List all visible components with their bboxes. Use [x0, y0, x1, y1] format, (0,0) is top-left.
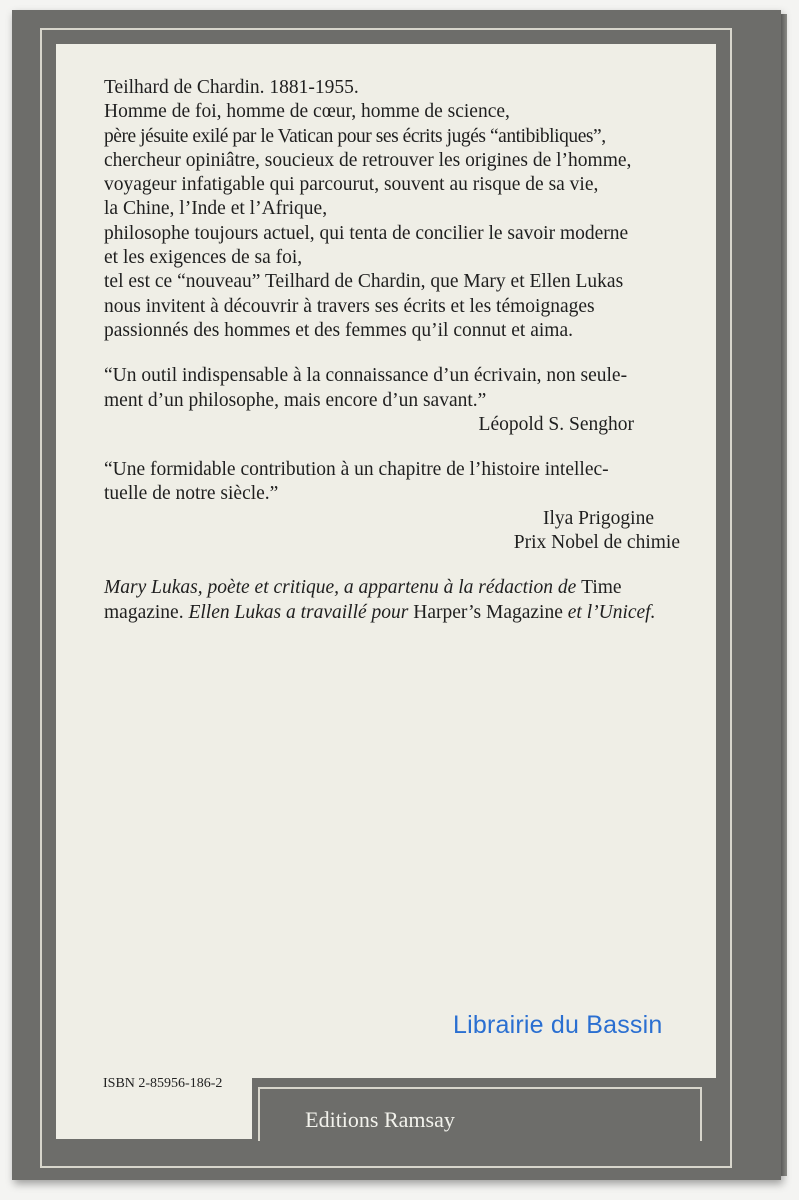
- quote-prigogine-author-title: Prix Nobel de chimie: [513, 532, 680, 554]
- blurb-line: nous invitent à découvrir à travers ses écrits et les témoignages: [104, 295, 595, 317]
- blurb-line: Teilhard de Chardin. 1881-1955.: [104, 77, 359, 98]
- quote-prigogine-author: Ilya Prigogine: [542, 507, 654, 529]
- authors-note-magazine: magazine.: [104, 601, 189, 623]
- blurb-line: la Chine, l’Inde et l’Afrique,: [104, 198, 328, 220]
- authors-note-line-2: [104, 601, 694, 625]
- quote-senghor-line: ment d’un philosophe, mais encore d’un savant.”: [104, 389, 487, 411]
- blurb-line: passionnés des hommes et des femmes qu’il connut et aima.: [104, 319, 573, 341]
- authors-note-text: Ellen Lukas a travaillé pour: [188, 601, 414, 623]
- blurb-line: voyageur infatigable qui parcourut, souvent au risque de sa vie,: [104, 174, 599, 196]
- quote-senghor-line: “Un outil indispensable à la connaissance d’un écrivain, non seule-: [104, 365, 628, 387]
- blurb-line: Homme de foi, homme de cœur, homme de science,: [104, 101, 510, 123]
- quote-prigogine-line: “Une formidable contribution à un chapitre de l’histoire intellec-: [104, 459, 609, 481]
- authors-note-line-1: [104, 576, 694, 600]
- authors-note-text: et l’Unicef.: [562, 601, 656, 623]
- authors-note-time: Time: [581, 577, 622, 599]
- blurb-line: et les exigences de sa foi,: [104, 247, 303, 269]
- quote-prigogine-line: tuelle de notre siècle.”: [104, 483, 279, 505]
- book-spine-edge: [781, 14, 787, 1176]
- blurb-line: chercheur opiniâtre, soucieux de retrouver les origines de l’homme,: [104, 149, 632, 171]
- authors-note-harpers: Harper’s Magazine: [413, 601, 563, 623]
- quote-senghor-author: Léopold S. Senghor: [478, 413, 634, 435]
- back-cover-text: [104, 76, 694, 625]
- blurb-line: philosophe toujours actuel, qui tenta de concilier le savoir moderne: [104, 222, 629, 244]
- blurb-line: tel est ce “nouveau” Teilhard de Chardin, que Mary et Ellen Lukas: [104, 271, 624, 293]
- authors-note-text: Mary Lukas, poète et critique, a appartenu à la rédaction de: [104, 577, 582, 599]
- blurb-line: père jésuite exilé par le Vatican pour ses écrits jugés “antibibliques”,: [104, 125, 606, 147]
- isbn: ISBN 2-85956-186-2: [103, 1076, 223, 1091]
- bookseller-stamp: Librairie du Bassin: [453, 1011, 663, 1039]
- publisher-name: Editions Ramsay: [305, 1107, 455, 1132]
